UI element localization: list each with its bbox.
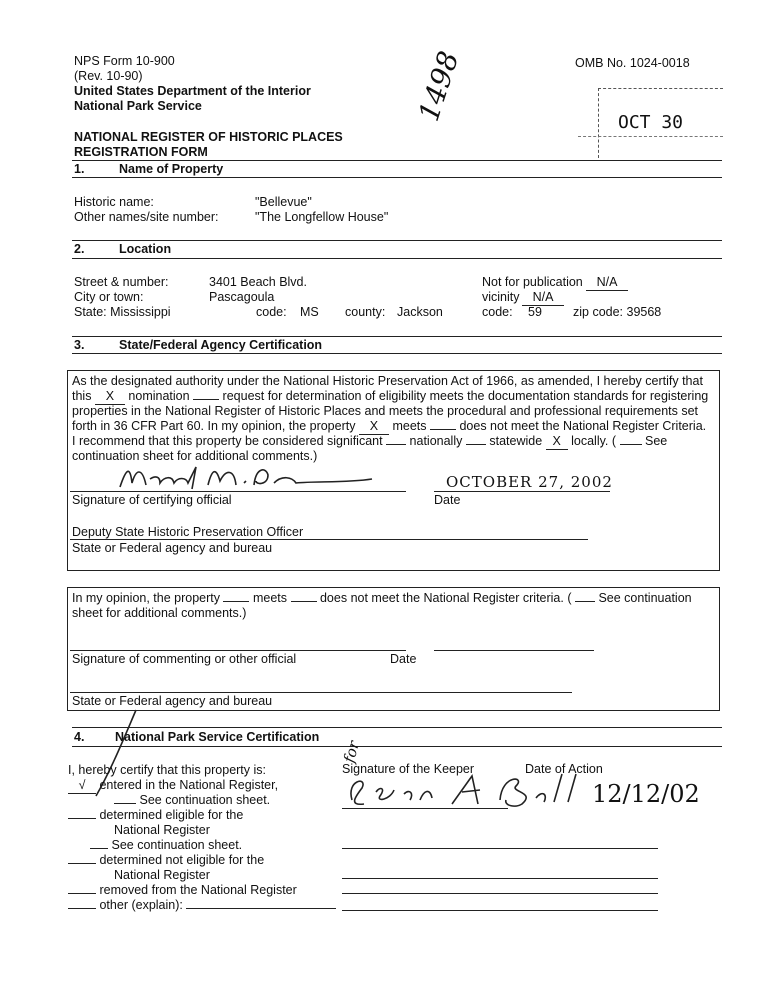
section1-heading: Name of Property — [119, 162, 224, 176]
handwritten-number: 1498 — [412, 47, 466, 126]
certification-line1: As the designated authority under the National Historic Preservation Act of 1966, as amended, I hereby certify that — [72, 374, 703, 388]
option-see-continuation-1: See continuation sheet. — [114, 793, 270, 808]
not-for-publication-value: N/A — [586, 275, 628, 291]
option-removed: removed from the National Register — [68, 883, 297, 898]
nomination-mark: X — [95, 389, 125, 405]
divider — [72, 177, 722, 178]
state-label: State: Mississippi — [74, 305, 171, 319]
certification-line4: forth in 36 CFR Part 60. In my opinion, the property X meets does not meet the National Register Criteria. — [72, 419, 707, 433]
form-revision: (Rev. 10-90) — [74, 69, 143, 83]
date-line — [434, 491, 610, 492]
option-other: other (explain): — [68, 898, 336, 913]
keeper-line — [342, 878, 658, 879]
divider — [72, 240, 722, 241]
zip-code: zip code: 39568 — [573, 305, 662, 319]
option-determined-eligible: determined eligible for the — [68, 808, 243, 823]
nps-intro: I, hereby certify that this property is: — [68, 763, 266, 777]
section2-number: 2. — [74, 242, 85, 256]
county-code-value: 59 — [528, 305, 542, 319]
vicinity-value: N/A — [522, 290, 564, 306]
divider — [72, 336, 722, 337]
agency-line — [70, 692, 572, 693]
certification-line6: continuation sheet for additional comments.) — [72, 449, 318, 463]
comment-line1: In my opinion, the property meets does not meet the National Register criteria. ( See continuation — [72, 591, 692, 605]
state-certification-box — [67, 370, 720, 571]
date-line — [434, 650, 594, 651]
signature-label: Signature of certifying official — [72, 493, 232, 507]
date-label: Date — [434, 493, 461, 507]
divider — [72, 746, 722, 747]
agency-line — [70, 539, 588, 540]
signature-line — [70, 650, 406, 651]
comment-date-label: Date — [390, 652, 417, 666]
divider — [72, 727, 722, 728]
comment-line2: sheet for additional comments.) — [72, 606, 247, 620]
signature-line — [70, 491, 406, 492]
other-names-value: "The Longfellow House" — [255, 210, 389, 224]
state-code-label: code: — [256, 305, 287, 319]
keeper-signature-label: Signature of the Keeper — [342, 762, 475, 776]
section3-heading: State/Federal Agency Certification — [119, 338, 323, 352]
meets-mark: X — [359, 419, 389, 435]
service-name: National Park Service — [74, 99, 202, 113]
department-name: United States Department of the Interior — [74, 84, 311, 98]
keeper-line — [342, 893, 658, 894]
divider — [72, 160, 722, 161]
comment-signature-label: Signature of commenting or other official — [72, 652, 297, 666]
certification-line2: this X nomination request for determination of eligibility meets the documentation standards for registering — [72, 389, 709, 403]
action-date-value: 12/12/02 — [592, 780, 700, 808]
county-value: Jackson — [397, 305, 443, 319]
form-title-line2: REGISTRATION FORM — [74, 145, 208, 159]
street-label: Street & number: — [74, 275, 169, 289]
divider — [72, 353, 722, 354]
keeper-signature-line — [342, 808, 508, 809]
street-value: 3401 Beach Blvd. — [209, 275, 307, 289]
locally-mark: X — [546, 434, 568, 450]
agency-label: State or Federal agency and bureau — [72, 541, 273, 555]
option-not-eligible: determined not eligible for the — [68, 853, 264, 868]
vicinity-label: vicinity — [482, 290, 520, 304]
option-eligible-register: National Register — [114, 823, 210, 837]
not-for-publication-label: Not for publication — [482, 275, 583, 289]
form-number: NPS Form 10-900 — [74, 54, 175, 68]
option-not-eligible-register: National Register — [114, 868, 210, 882]
historic-name-label: Historic name: — [74, 195, 154, 209]
section4-heading: National Park Service Certification — [115, 730, 320, 744]
option-see-continuation-2: See continuation sheet. — [90, 838, 242, 853]
received-stamp — [578, 80, 728, 168]
keeper-signature — [340, 770, 590, 818]
date-of-action-label: Date of Action — [525, 762, 603, 776]
form-title-line1: NATIONAL REGISTER OF HISTORIC PLACES — [74, 130, 343, 144]
certification-line5: I recommend that this property be considered significant nationally statewide X locally. ( See — [72, 434, 668, 448]
city-value: Pascagoula — [209, 290, 275, 304]
other-names-label: Other names/site number: — [74, 210, 219, 224]
option-entered: √ entered in the National Register, — [68, 778, 278, 794]
keeper-line — [342, 848, 658, 849]
commenting-official-box — [67, 587, 720, 711]
keeper-line — [342, 910, 658, 911]
entered-mark: √ — [68, 778, 96, 794]
city-label: City or town: — [74, 290, 144, 304]
certification-date-value: OCTOBER 27, 2002 — [446, 473, 613, 491]
section4-number: 4. — [74, 730, 85, 744]
stamp-date: OCT 30 — [618, 112, 684, 133]
omb-number: OMB No. 1024-0018 — [575, 56, 690, 70]
section1-number: 1. — [74, 162, 85, 176]
certification-line3: properties in the National Register of Historic Places and meets the procedural and professional requirements set — [72, 404, 699, 418]
handwritten-for: for — [340, 738, 364, 765]
section3-number: 3. — [74, 338, 85, 352]
section2-heading: Location — [119, 242, 172, 256]
historic-name-value: "Bellevue" — [255, 195, 312, 209]
official-title: Deputy State Historic Preservation Officer — [72, 525, 304, 539]
county-code-label: code: — [482, 305, 513, 319]
comment-agency-label: State or Federal agency and bureau — [72, 694, 273, 708]
county-label: county: — [345, 305, 386, 319]
divider — [72, 258, 722, 259]
state-code-value: MS — [300, 305, 319, 319]
